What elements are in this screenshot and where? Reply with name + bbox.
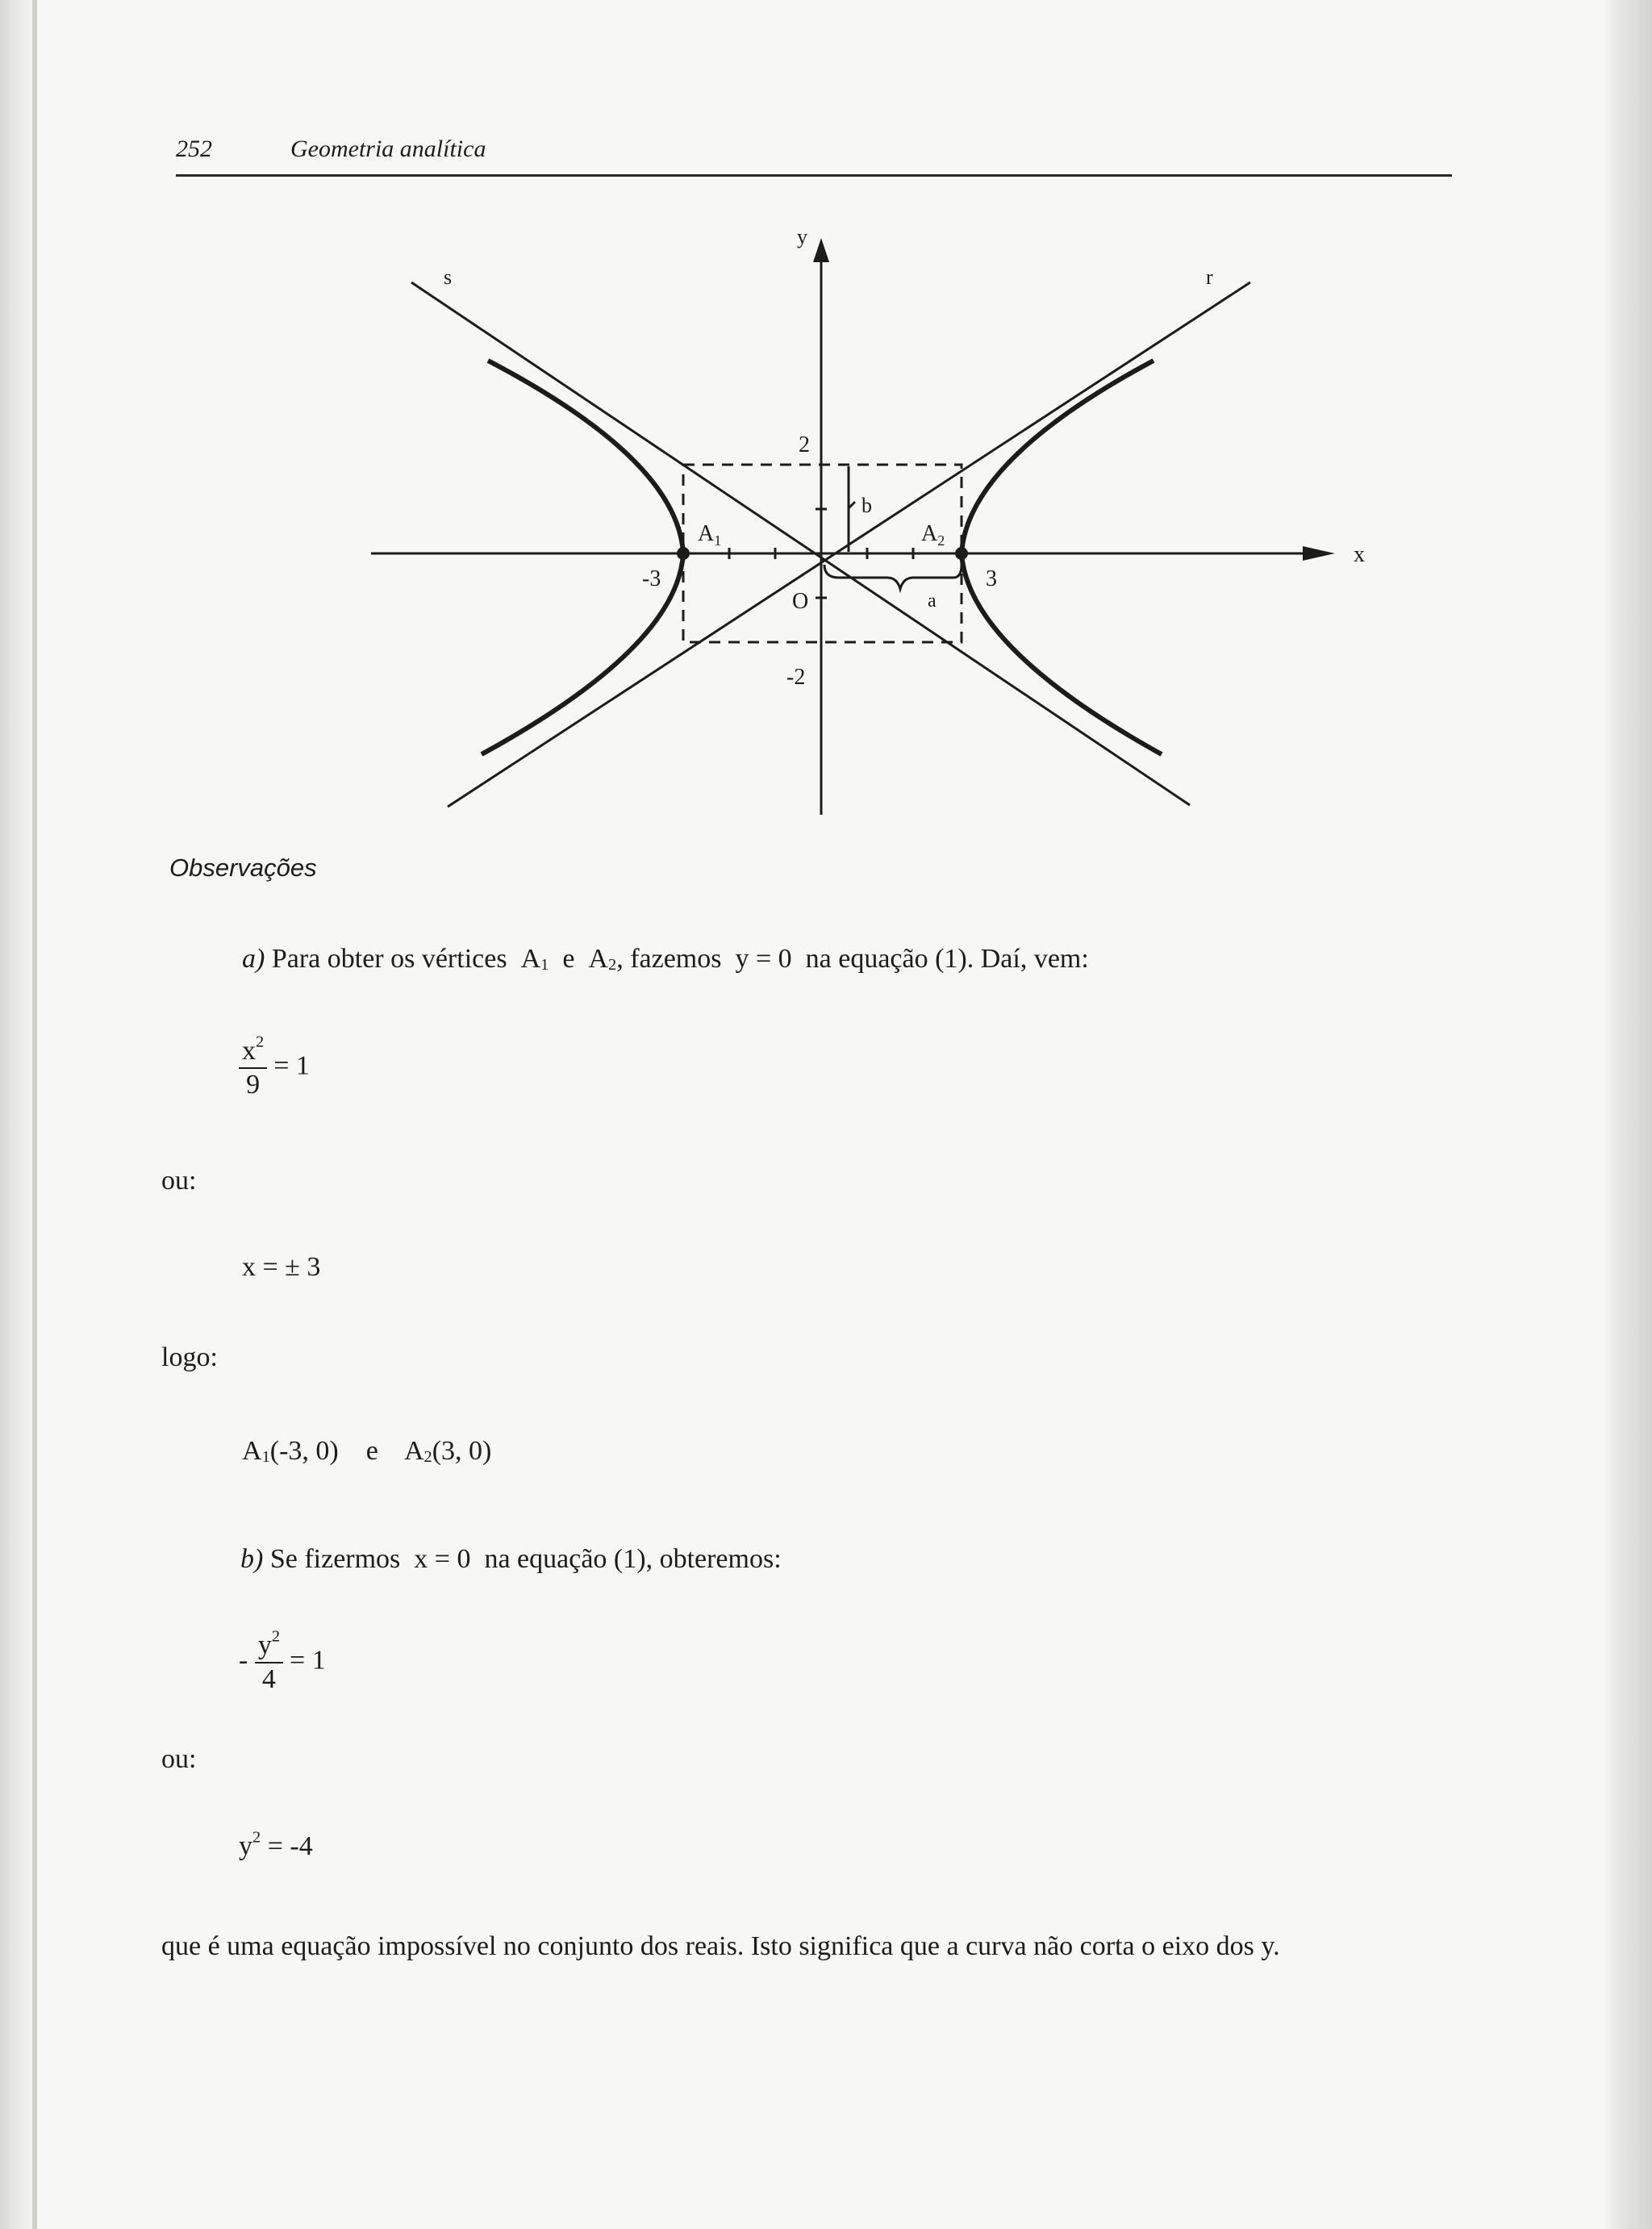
equation-x2-over-9 — [239, 1033, 310, 1100]
vertex-a1-label: $A_1$ — [698, 521, 722, 549]
item-a-vertex-1: A — [520, 944, 541, 974]
running-title: Geometria analítica — [290, 136, 486, 162]
hyperbola-right-branch — [962, 361, 1162, 754]
x-axis-label: x — [1354, 542, 1365, 567]
tick-label-y-m2: -2 — [786, 665, 806, 690]
equation-y2-neg4 — [239, 1828, 313, 1862]
result-a1-sub: 1 — [261, 1448, 270, 1467]
eq-y: y — [239, 1831, 252, 1861]
result-conj: e — [365, 1436, 378, 1466]
eq-y-exp: 2 — [252, 1828, 261, 1847]
conclusion-paragraph: que é uma equação impossível no conjunto dos reais. Isto significa que a curva não corta o eixo dos y. — [161, 1931, 1280, 1961]
item-a-vertex-2: A — [588, 944, 608, 974]
asymptote-s-label: s — [444, 265, 453, 289]
item-a-text-1: Para obter os vértices — [271, 944, 507, 974]
header-rule — [176, 174, 1452, 177]
frac-num-x: x — [242, 1036, 256, 1066]
item-a-line — [242, 944, 1089, 975]
logo-label: logo: — [161, 1342, 218, 1372]
frac-num-y-exp: 2 — [271, 1627, 281, 1646]
x-axis-arrow — [1303, 546, 1335, 561]
item-b-line — [240, 1544, 782, 1575]
page-number: 252 — [176, 136, 212, 162]
eq-y-rhs: = -4 — [267, 1831, 313, 1861]
equation-rhs-2: = 1 — [290, 1645, 326, 1676]
vertex-a1-dot — [677, 547, 690, 560]
vertices-result — [242, 1436, 491, 1467]
frac-num-y: y — [257, 1630, 272, 1660]
fraction-x2-9 — [239, 1033, 267, 1100]
a-brace — [824, 565, 962, 589]
y-axis-label: y — [797, 225, 807, 248]
ou-label-2: ou: — [161, 1744, 197, 1774]
origin-label: O — [792, 589, 809, 614]
frac-num-x-exp: 2 — [256, 1033, 265, 1051]
item-a-text-3: na equação (1). Daí, vem: — [805, 944, 1089, 974]
hyperbola-left-branch — [482, 361, 683, 754]
hyperbola-figure — [355, 218, 1404, 831]
asymptote-r-label: r — [1206, 265, 1213, 289]
ou-label-1: ou: — [161, 1166, 197, 1196]
result-a2-coords: (3, 0) — [432, 1436, 492, 1466]
item-a-text-2: , fazemos — [616, 944, 722, 974]
result-a2: A — [403, 1436, 424, 1466]
item-b-text-2: na equação (1), obteremos: — [484, 1544, 782, 1574]
item-a-label: a) — [242, 944, 265, 974]
item-b-condition: x = 0 — [414, 1544, 471, 1574]
item-a-vertex-2-sub: 2 — [607, 956, 617, 975]
observations-heading: Observações — [169, 854, 317, 882]
frac-den-9: 9 — [246, 1069, 261, 1100]
result-a1: A — [242, 1436, 262, 1466]
page-binding-edge — [32, 0, 37, 2229]
y-axis-arrow — [813, 238, 829, 262]
equation-rhs-1: = 1 — [273, 1050, 310, 1081]
equation-x-pm-3: x = ± 3 — [242, 1252, 321, 1282]
frac-den-4: 4 — [261, 1663, 276, 1694]
fraction-y2-4 — [255, 1627, 283, 1694]
result-a2-sub: 2 — [423, 1448, 432, 1467]
item-a-vertex-1-sub: 1 — [540, 956, 549, 975]
tick-label-x-m3: -3 — [642, 566, 661, 591]
item-b-label: b) — [240, 1544, 264, 1574]
tick-label-x-3: 3 — [986, 566, 997, 591]
hyperbola-diagram — [355, 218, 1404, 831]
result-a1-coords: (-3, 0) — [269, 1436, 339, 1466]
item-a-condition: y = 0 — [735, 944, 792, 974]
vertex-a2-label: $A_2$ — [921, 521, 945, 549]
item-a-conj: e — [562, 944, 575, 974]
item-b-text-1: Se fizermos — [269, 1544, 401, 1574]
vertex-a2-dot — [955, 547, 968, 560]
semi-axis-a-label: a — [928, 591, 937, 612]
equation-sign-minus: - — [239, 1645, 248, 1676]
equation-y2-over-4 — [239, 1627, 326, 1694]
tick-label-y-2: 2 — [799, 432, 810, 457]
page-right-edge-shadow — [1604, 0, 1652, 2229]
semi-axis-b-label: b — [861, 494, 872, 517]
